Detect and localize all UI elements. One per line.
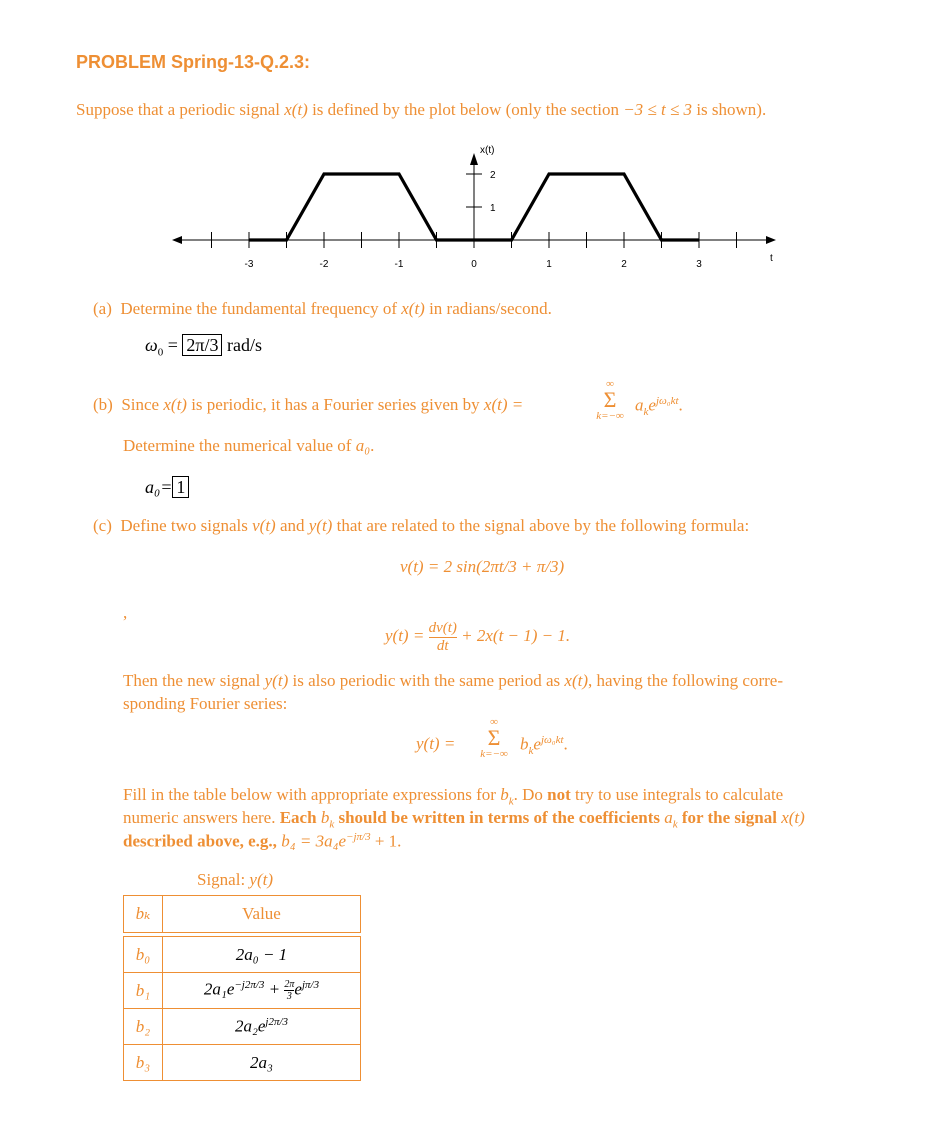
x-tick-label: -1 [394,259,404,270]
signal-plot [0,135,940,275]
y-axis-label: x(t) [480,145,495,156]
part-a-answer: $\omega_0 = 2\pi/3$ rad/s [145,335,262,359]
fill-instructions-2: numeric answers here. Each $b_k$ should be written in terms of the coefficients $a_k$ for the signal x(t) [123,808,805,831]
part-b-question: (b) Since x(t) is periodic, it has a Fourier series given by x(t) = [93,395,524,414]
answer-box: 1 [172,476,189,498]
x-tick-label: 1 [546,259,552,270]
problem-title: PROBLEM Spring-13-Q.2.3: [76,52,311,72]
equation-y: y(t) = $\frac{dv(t)}{dt}$ + 2x(t − 1) − 1. [385,620,571,654]
fill-instructions-3: described above, e.g., $b_4 = 3a_4e^{-j\pi/3} + 1$. [123,831,402,851]
x-tick-label: 2 [621,259,627,270]
fill-instructions: Fill in the table below with appropriate expressions for $b_k$. Do not try to use integrals to calculate [123,785,784,808]
y-axis-arrow [470,153,478,165]
table-header: bₖ Value [124,896,361,933]
sum-symbol: ∞ Σ k=−∞ [596,378,624,422]
table-caption: Signal: y(t) [197,870,274,889]
part-b-answer: a₀= 1 [145,477,189,498]
coefficients-table [123,895,361,1081]
then-text-cont: sponding Fourier series: [123,694,288,713]
table-row: b₀ 2a₀ − 1 [124,937,361,973]
answer-box: 2π/3 [182,334,222,356]
x-tick-label: -3 [244,259,254,270]
sum-symbol: ∞ Σ k=−∞ [480,716,508,760]
part-c-question: (c) Define two signals v(t) and y(t) that are related to the signal above by the following formula: [93,516,750,535]
then-text: Then the new signal y(t) is also periodic with the same period as x(t), having the following corre- [123,671,783,690]
x-tick-label: 0 [471,259,477,270]
x-axis-label: t [770,253,773,264]
intro-text: Suppose that a periodic signal x(t) is defined by the plot below (only the section −3 ≤ t ≤ 3 is shown). [76,100,767,119]
table-row: b₁ $2a_1e^{-j2\pi/3}$ + $\frac{2\pi}{3}$ $e^{j\pi/3}$ [124,973,361,1009]
equation-v: v(t) = 2 sin(2πt/3 + π/3) [400,557,565,576]
x-tick-label: -2 [319,259,329,270]
part-b-subquestion: Determine the numerical value of a₀. [123,436,375,455]
y-tick-label: 1 [490,203,496,214]
x-axis-right-arrow [766,236,776,244]
series-term: $a_ke^{j\omega_0kt}$. [635,395,683,419]
part-a-question: (a) Determine the fundamental frequency of x(t) in radians/second. [93,299,552,318]
y-tick-label: 2 [490,170,496,181]
equation-y-series: y(t) = [416,734,456,753]
table-row: b₃ 2a₃ [124,1045,361,1081]
table-row: b₂ $2a_2e^{j2\pi/3}$ [124,1009,361,1045]
x-tick-label: 3 [696,259,702,270]
comma: , [123,603,128,622]
series-term: $b_ke^{j\omega_0kt}$. [520,734,568,758]
x-axis-left-arrow [172,236,182,244]
